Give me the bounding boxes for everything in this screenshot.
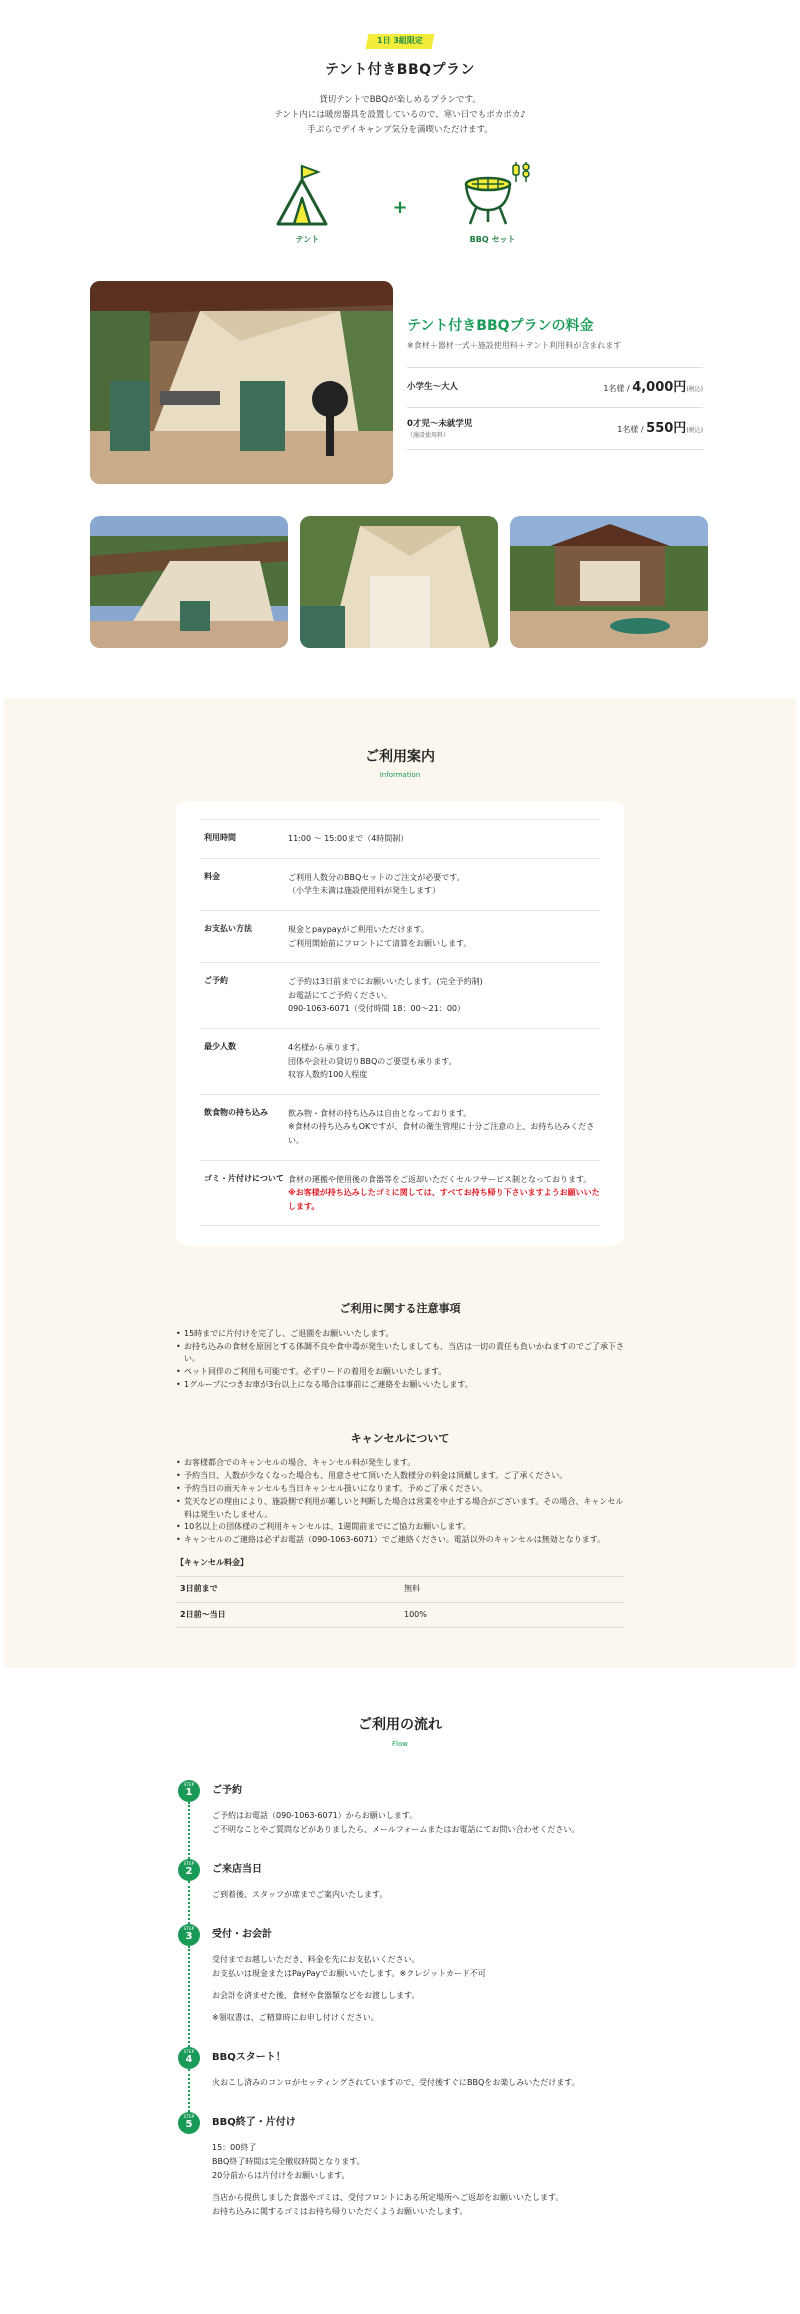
list-item: • 予約当日の雨天キャンセルも当日キャンセル扱いになります。予めご了承ください。 <box>176 1483 624 1496</box>
bbq-caption: BBQ セット <box>469 234 516 244</box>
list-item: • キャンセルのご連絡は必ずお電話（090-1063-6071）でご連絡ください。電話以外のキャンセルは無効となります。 <box>176 1534 624 1547</box>
list-item: • ペット同伴のご利用も可能です。必ずリードの着用をお願いいたします。 <box>176 1366 624 1379</box>
flow-steps <box>178 1780 628 2241</box>
cancel-title: キャンセルについて <box>350 1431 450 1445</box>
list-item: • お客様都合でのキャンセルの場合、キャンセル料が発生します。 <box>176 1457 624 1470</box>
cancel-fee-table <box>176 1576 624 1629</box>
price-block <box>90 281 800 484</box>
list-item: • 1グループにつきお車が3台以上になる場合は事前にご連絡をお願いいたします。 <box>176 1379 624 1392</box>
info-row-fee: 料金 ご利用人数分のBBQセットのご注文が必要です。 （小学生未満は施設使用料が発生します） <box>200 859 600 911</box>
photo-gallery <box>90 516 800 648</box>
tent-item <box>272 160 342 247</box>
step-number-badge: STEP 1 <box>178 1780 200 1802</box>
cancel-block <box>176 1430 624 1629</box>
step-number-badge: STEP 5 <box>178 2112 200 2134</box>
flow-section <box>0 1668 800 2301</box>
plan-description: 貸切テントでBBQが楽しめるプランです。 テント内には暖房器具を設置しているので、寒い日でもポカポカ♪ 手ぶらでデイキャンプ気分を満喫いただけます。 <box>274 95 526 135</box>
step-number-badge: STEP 2 <box>178 1859 200 1881</box>
cautions-title: ご利用に関する注意事項 <box>339 1302 461 1316</box>
information-title: ご利用案内 <box>365 748 435 765</box>
plan-hero <box>0 0 800 247</box>
price-info <box>407 315 703 450</box>
plus-sign: + <box>392 196 408 218</box>
step-number-badge: STEP 4 <box>178 2047 200 2069</box>
flow-step-3: STEP 3 受付・お会計 受付までお越しいただき、料金を先にお支払いください。 お支払いは現金またはPayPayでお願いいたします。※クレジットカード不可 お会計を済ませた後、食材や食器類などをお渡しします。 ※領収書は、ご精算時にお申し付けください。 <box>178 1924 628 2047</box>
info-row-hours: 利用時間 11:00 〜 15:00まで（4時間制） <box>200 819 600 859</box>
price-title: テント付きBBQプランの料金 <box>407 317 594 334</box>
flow-step-1: STEP 1 ご予約 ご予約はお電話（090-1063-6071）からお願いします。 ご不明なことやご質問などがありましたら、メールフォームまたはお電話にてお問い合わせください。 <box>178 1780 628 1859</box>
tent-caption: テント <box>295 234 320 244</box>
list-item: • お持ち込みの食材を原因とする体調不良や食中毒が発生いたしましても、当店は一切の責任も負いかねますのでご了承下さい。 <box>176 1341 624 1367</box>
gallery-photo-3 <box>510 516 708 648</box>
info-row-bring-in: 飲食物の持ち込み 飲み物・食材の持ち込みは自由となっております。 ※食材の持ち込みもOKですが、食材の衛生管理に十分ご注意の上、お持ち込みください。 <box>200 1095 600 1161</box>
tent-photo-main <box>90 281 393 484</box>
step-number-badge: STEP 3 <box>178 1924 200 1946</box>
information-table <box>176 801 624 1246</box>
plan-icons <box>0 160 800 247</box>
step-connector <box>188 2069 190 2112</box>
gallery-photo-1 <box>90 516 288 648</box>
info-row-trash: ゴミ・片付けについて 食材の運搬や使用後の食器等をご返却いただくセルフサービス制となっております。 ※お客様が持ち込みしたゴミに関しては、すべてお持ち帰り下さいますようお願いいたします。 <box>200 1161 600 1227</box>
bbq-item <box>458 160 528 247</box>
cancel-fee-title: 【キャンセル料金】 <box>176 1558 248 1568</box>
information-subtitle: Information <box>379 771 421 779</box>
phone-number[interactable]: 090-1063-6071（受付時間 18：00〜21：00） <box>288 1004 466 1014</box>
cautions-block <box>176 1300 624 1628</box>
information-section <box>4 698 796 1669</box>
bbq-grill-icon <box>458 160 538 230</box>
list-item: • 15時までに片付けを完了し、ご退園をお願いいたします。 <box>176 1328 624 1341</box>
table-row: 3日前まで 無料 <box>176 1576 624 1602</box>
info-row-payment: お支払い方法 現金とpaypayがご利用いただけます。 ご利用開始前にフロントにて清算をお願いします。 <box>200 911 600 963</box>
step-connector <box>188 1881 190 1924</box>
flow-title: ご利用の流れ <box>358 1717 442 1734</box>
info-row-min-people: 最少人数 4名様から承ります。 団体や会社の貸切りBBQのご要望も承ります。 収容人数約100人程度 <box>200 1029 600 1095</box>
gallery-photo-2 <box>300 516 498 648</box>
step-connector <box>188 1802 190 1859</box>
list-item: • 荒天などの理由により、施設側で利用が難しいと判断した場合は営業を中止する場合がございます。その場合、キャンセル料は発生いたしません。 <box>176 1496 624 1522</box>
trash-warning: ※お客様が持ち込みしたゴミに関しては、すべてお持ち帰り下さいますようお願いいたします。 <box>288 1188 600 1211</box>
step-connector <box>188 1946 190 2047</box>
list-item: • 10名以上の団体様のご利用キャンセルは、1週間前までにご協力お願いします。 <box>176 1521 624 1534</box>
list-item: • 予約当日、人数が少なくなった場合も、用意させて頂いた人数様分の料金は頂戴します。ご了承ください。 <box>176 1470 624 1483</box>
table-row: 2日前〜当日 100% <box>176 1602 624 1628</box>
info-row-reservation: ご予約 ご予約は3日前までにお願いいたします。(完全予約制) お電話にてご予約ください。 090-1063-6071（受付時間 18：00〜21：00） <box>200 963 600 1029</box>
flow-step-5: STEP 5 BBQ終了・片付け 15：00終了 BBQ終了時間は完全撤収時間となります。 20分前からは片付けをお願いします。 当店から提供しました食器やゴミは、受付フロントにある所定場所へご返却をお願いいたします。 お持ち込みに関するゴミはお持ち帰りいただくようお願いいたします。 <box>178 2112 628 2241</box>
flow-subtitle: Flow <box>392 1739 408 1748</box>
price-note: ※食材＋器材一式＋施設使用料＋テント利用料が含まれます <box>407 340 622 350</box>
price-row-adult: 小学生〜大人 1名様 / 4,000円(税込) <box>407 367 703 408</box>
plan-title: テント付きBBQプラン <box>324 61 476 78</box>
tent-icon <box>272 160 342 230</box>
flow-step-2: STEP 2 ご来店当日 ご到着後、スタッフが席までご案内いたします。 <box>178 1859 628 1924</box>
limited-badge: 1日 3組限定 <box>365 34 434 49</box>
price-row-child: 0才児〜未就学児 （施設使用料） 1名様 / 550円(税込) <box>407 408 703 450</box>
flow-step-4: STEP 4 BBQスタート！ 火おこし済みのコンロがセッティングされていますので、受付後すぐにBBQをお楽しみいただけます。 <box>178 2047 628 2112</box>
